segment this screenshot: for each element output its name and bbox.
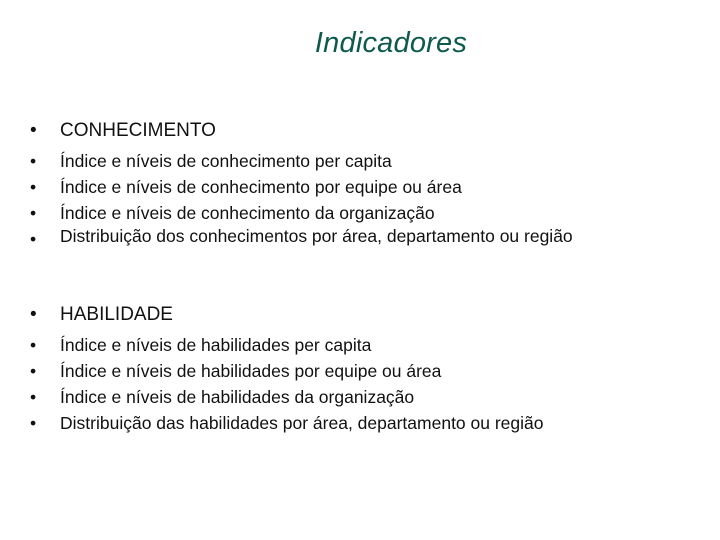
section-habilidade xyxy=(30,302,690,436)
list-item-text: Distribuição dos conhecimentos por área, departamento ou região xyxy=(60,226,573,246)
bullet: • xyxy=(30,413,37,433)
list-item xyxy=(30,174,690,200)
section-heading-text: CONHECIMENTO xyxy=(60,120,216,141)
bullet: • xyxy=(30,387,37,407)
section-heading xyxy=(30,302,690,328)
list-item xyxy=(30,384,690,410)
section-heading-text: HABILIDADE xyxy=(60,304,173,325)
list-item xyxy=(30,410,690,436)
list-item-text: Distribuição das habilidades por área, departamento ou região xyxy=(60,413,544,433)
bullet: • xyxy=(30,304,37,325)
bullet: • xyxy=(30,203,37,223)
list-item-text: Índice e níveis de conhecimento per capita xyxy=(60,151,392,171)
bullet: • xyxy=(30,229,37,249)
item-list xyxy=(30,148,690,247)
bullet: • xyxy=(30,335,37,355)
list-item-text: Índice e níveis de conhecimento da organização xyxy=(60,203,435,223)
item-list xyxy=(30,332,690,436)
list-item xyxy=(30,226,690,247)
bullet: • xyxy=(30,151,37,171)
list-item-text: Índice e níveis de conhecimento por equipe ou área xyxy=(60,177,462,197)
section-conhecimento xyxy=(30,118,690,247)
list-item-text: Índice e níveis de habilidades per capita xyxy=(60,335,372,355)
list-item-text: Índice e níveis de habilidades por equipe ou área xyxy=(60,361,442,381)
list-item xyxy=(30,358,690,384)
bullet: • xyxy=(30,177,37,197)
section-heading xyxy=(30,118,690,144)
list-item xyxy=(30,200,690,226)
list-item xyxy=(30,332,690,358)
list-item-text: Índice e níveis de habilidades da organização xyxy=(60,387,415,407)
bullet: • xyxy=(30,120,37,141)
slide-title: Indicadores xyxy=(314,27,468,59)
list-item xyxy=(30,148,690,174)
bullet: • xyxy=(30,361,37,381)
